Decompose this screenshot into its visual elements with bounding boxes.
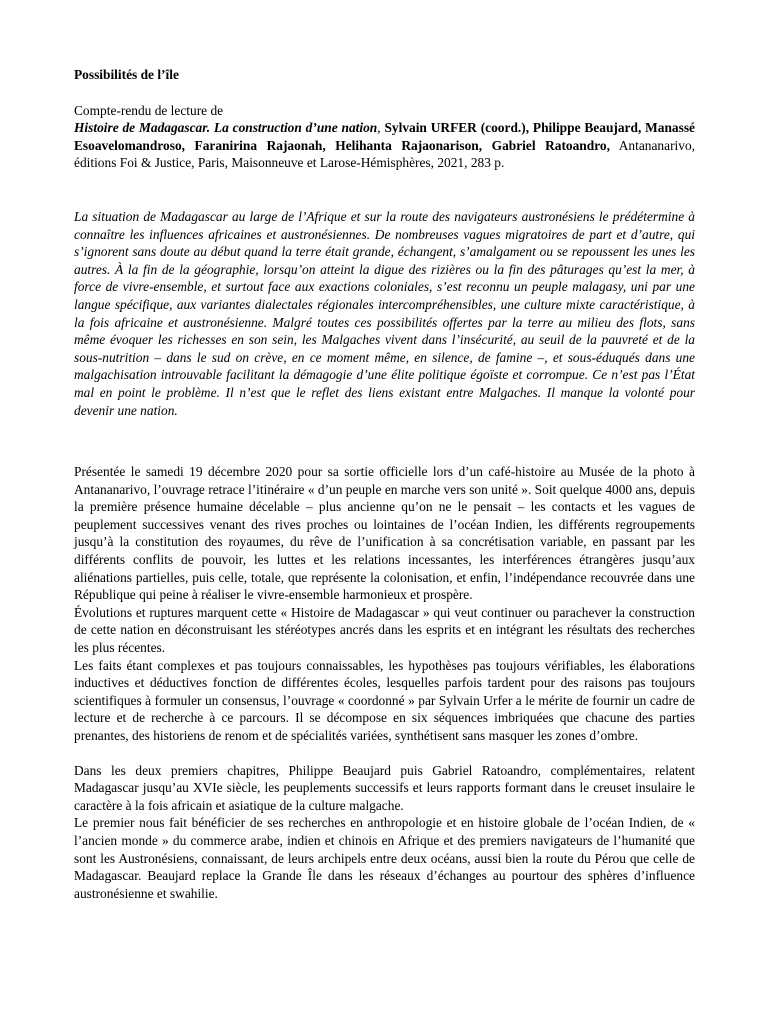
document-title: Possibilités de l’île bbox=[74, 67, 179, 82]
reference-separator: , bbox=[377, 120, 385, 136]
review-intro: Compte-rendu de lecture de bbox=[74, 102, 224, 118]
body-paragraph: Présentée le samedi 19 décembre 2020 pour sa sortie officielle lors d’un café-histoire au Musée de la photo à Antananarivo, l’ouvrage retrace l’itinéraire « d’un peuple en marche vers son unité ». Soit quelque 4000 ans, depuis la première présence humaine décelable – plus ancienne qu’on ne le pensait – les contacts et les vagues de peuplement successives venant des rives proches ou lointaines de l’océan Indien, les différents regroupements jusqu’à la constitution des royaumes, du rêve de l’unification à sa concrétisation variable, en passant par les différents conflits de pouvoir, les luttes et les relations incessantes, les interférences étrangères jusqu’aux aliénations partielles, puis celle, totale, que représente la colonisation, et enfin, l’indépendance recouvrée dans une République qui peine à réaliser le vivre-ensemble harmonieux et prospère. bbox=[74, 464, 695, 603]
body-paragraph: Le premier nous fait bénéficier de ses recherches en anthropologie et en histoire globale de l’océan Indien, de « l’ancien monde » du commerce arabe, indien et chinois en Afrique et des premiers navigateurs de l’humanité que sont les Austronésiens, connaissant, de leurs archipels entre deux océans, aussi bien la route du Pérou que celle de Madagascar. Beaujard replace la Grande Île dans les réseaux d’échanges au pourtour des sphères d’influence austronésienne et swahilie. bbox=[74, 815, 695, 901]
publication-info: Antananarivo, éditions Foi & Justice, Paris, Maisonneuve et Larose-Hémisphères, 2021, 283 p. bbox=[74, 137, 695, 171]
body-paragraph: Les faits étant complexes et pas toujours connaissables, les hypothèses pas toujours vérifiables, les élaborations inductives et déductives fonction de différentes écoles, lesquelles parfois tardent pour des raisons pas toujours scientifiques à formuler un consensus, l’ouvrage « coordonné » par Sylvain Urfer a le mérite de fournir un cadre de lecture et de recherche à ce parcours. Il se décompose en six séquences imbriquées que chacune des parties prenantes, des historiens de renom et de spécialités variées, synthétisent sans masquer les zones d’ombre. bbox=[74, 657, 695, 743]
book-authors: Sylvain URFER (coord.), Philippe Beaujard, Manassé Esoavelomandroso, Faranirina Rajaonah, Helihanta Rajaonarison, Gabriel Ratoandro, bbox=[74, 120, 695, 153]
paragraph-gap bbox=[74, 745, 695, 762]
document-page bbox=[74, 60, 695, 902]
abstract-paragraph: La situation de Madagascar au large de l’Afrique et sur la route des navigateurs austronésiens le prédétermine à connaître les influences africaines et austronésiennes. De nombreuses vagues migratoires de part et d’autre, qui s’ignorent sans doute au début quand la terre était grande, échangent, s’amalgament ou se repoussent les unes les autres. À la fin de la géographie, lorsqu’on atteint la digue des rizières ou la fin des pâturages qu’est la mer, à force de vivre-ensemble, et surtout face aux exactions coloniales, s’est reconnu un peuple malagasy, uni par une langue spécifique, aux variantes dialectales régionales intercompréhensibles, une culture mixte caractéristique, à la fois africaine et austronésienne. Malgré toutes ces possibilités offertes par la terre au milieu des flots, sans même évoquer les richesses en son sein, les Malgaches vivent dans l’insécurité, au seuil de la pauvreté et de la sous-nutrition – dans le sud on crève, en ce moment même, en silence, de famine –, et sous-éduqués dans une malgachisation introuvable facilitant la démagogie d’une élite politique égoïste et corrompue. Ce n’est pas l’État mal en point le problème. Il n’est que le reflet des liens existant entre Malgaches. Il manque la volonté pour devenir une nation. bbox=[74, 208, 695, 418]
body-paragraph: Évolutions et ruptures marquent cette « Histoire de Madagascar » qui veut continuer ou parachever la construction de cette nation en déconstruisant les stéréotypes ancrés dans les esprits et en intégrant les résultats des recherches les plus récentes. bbox=[74, 604, 695, 656]
book-reference bbox=[74, 119, 695, 172]
review-body bbox=[74, 463, 695, 902]
book-title: Histoire de Madagascar. La construction d’une nation bbox=[74, 120, 378, 136]
body-paragraph: Dans les deux premiers chapitres, Philippe Beaujard puis Gabriel Ratoandro, complémentaires, relatent Madagascar jusqu’au XVIe siècle, les peuplements successifs et leurs rapports formant dans le creuset insulaire le caractère à la fois africain et asiatique de la culture malgache. bbox=[74, 762, 695, 813]
